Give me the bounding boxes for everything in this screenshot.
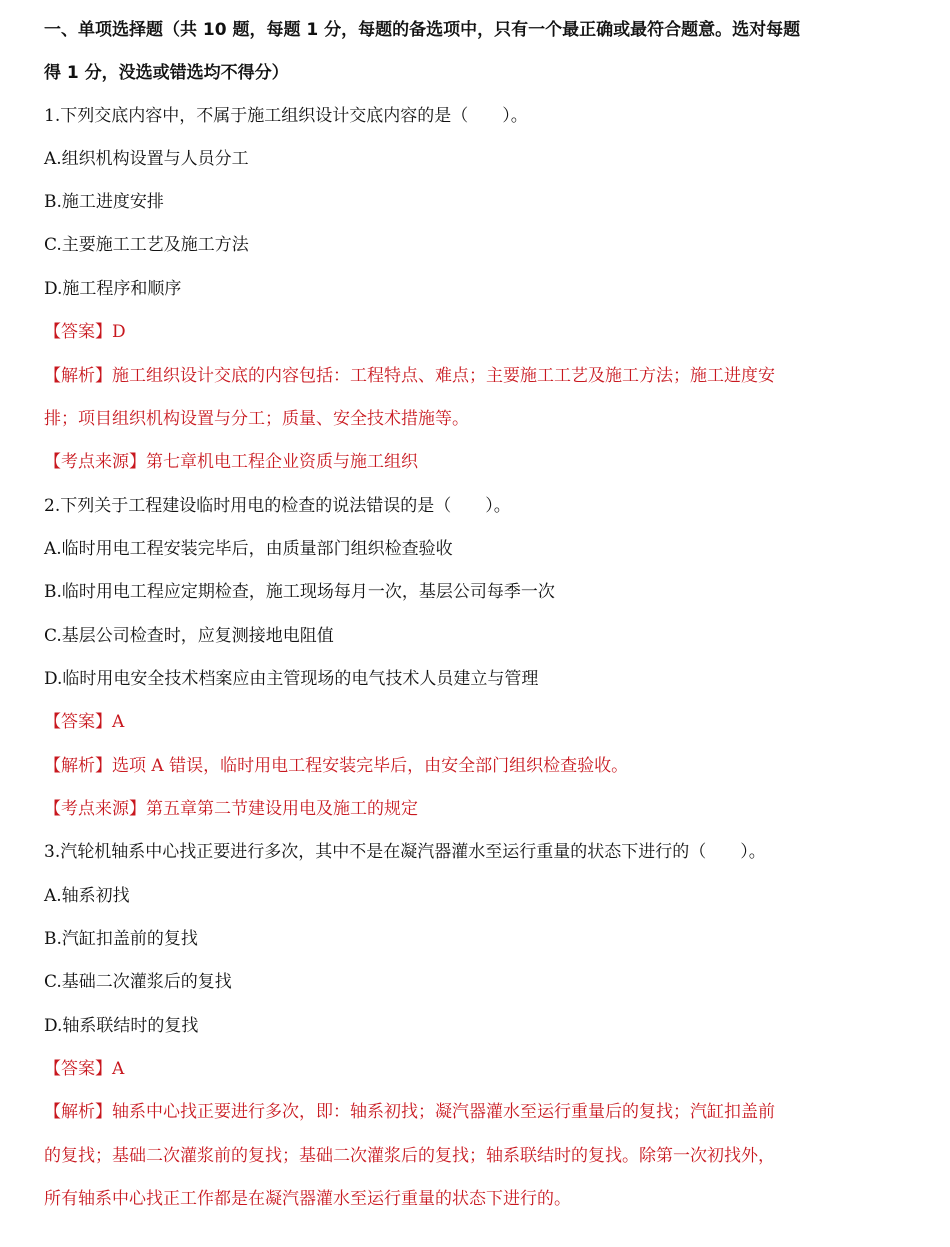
analysis-text: 轴系中心找正要进行多次，即：轴系初找；凝汽器灌水至运行重量后的复找；汽缸扣盖前: [112, 1102, 775, 1122]
question-1-analysis-line-1: [44, 364, 775, 388]
analysis-text: 选项 A 错误，临时用电工程安装完毕后，由安全部门组织检查验收。: [112, 756, 629, 776]
answer-label: 【答案】: [44, 712, 112, 732]
question-3-stem: 3.汽轮机轴系中心找正要进行多次，其中不是在凝汽器灌水至运行重量的状态下进行的（ ）。: [44, 842, 766, 862]
question-1-stem: 1.下列交底内容中，不属于施工组织设计交底内容的是（ ）。: [44, 106, 528, 126]
question-3-analysis-line-1: [44, 1100, 775, 1124]
source-label: 【考点来源】: [44, 452, 146, 472]
analysis-text: 施工组织设计交底的内容包括：工程特点、难点；主要施工工艺及施工方法；施工进度安: [112, 366, 775, 386]
section-title-line-1: 一、单项选择题（共 10 题，每题 1 分，每题的备选项中，只有一个最正确或最符合题意。选对每题: [44, 20, 801, 40]
question-1-option-d: D.施工程序和顺序: [44, 279, 182, 299]
question-3-option-a: A.轴系初找: [44, 886, 130, 906]
answer-value: A: [112, 1059, 125, 1079]
answer-value: A: [112, 712, 125, 732]
question-2-option-a: A.临时用电工程安装完毕后，由质量部门组织检查验收: [44, 539, 453, 559]
question-2-answer: [44, 710, 124, 734]
question-3-option-c: C.基础二次灌浆后的复找: [44, 972, 232, 992]
question-3-option-d: D.轴系联结时的复找: [44, 1016, 199, 1036]
question-1-option-b: B.施工进度安排: [44, 192, 164, 212]
source-text: 第五章第二节建设用电及施工的规定: [146, 799, 418, 819]
question-1-analysis-line-2: 排；项目组织机构设置与分工；质量、安全技术措施等。: [44, 409, 469, 429]
question-3-answer: [44, 1057, 124, 1081]
question-1-option-c: C.主要施工工艺及施工方法: [44, 235, 249, 255]
question-1-answer: [44, 320, 126, 344]
question-2-option-c: C.基层公司检查时，应复测接地电阻值: [44, 626, 334, 646]
answer-value: D: [112, 322, 126, 342]
answer-label: 【答案】: [44, 1059, 112, 1079]
source-label: 【考点来源】: [44, 799, 146, 819]
analysis-label: 【解析】: [44, 1102, 112, 1122]
question-2-source: [44, 797, 418, 821]
question-3-analysis-line-3: 所有轴系中心找正工作都是在凝汽器灌水至运行重量的状态下进行的。: [44, 1189, 571, 1209]
section-title-line-2: 得 1 分，没选或错选均不得分）: [44, 63, 289, 83]
answer-label: 【答案】: [44, 322, 112, 342]
question-3-option-b: B.汽缸扣盖前的复找: [44, 929, 198, 949]
question-1-option-a: A.组织机构设置与人员分工: [44, 149, 249, 169]
question-1-source: [44, 450, 418, 474]
question-2-option-d: D.临时用电安全技术档案应由主管现场的电气技术人员建立与管理: [44, 669, 539, 689]
analysis-label: 【解析】: [44, 756, 112, 776]
question-3-analysis-line-2: 的复找；基础二次灌浆前的复找；基础二次灌浆后的复找；轴系联结时的复找。除第一次初找外，: [44, 1146, 775, 1166]
question-2-analysis-line-1: [44, 754, 628, 778]
question-2-stem: 2.下列关于工程建设临时用电的检查的说法错误的是（ ）。: [44, 496, 511, 516]
source-text: 第七章机电工程企业资质与施工组织: [146, 452, 418, 472]
analysis-label: 【解析】: [44, 366, 112, 386]
question-2-option-b: B.临时用电工程应定期检查，施工现场每月一次，基层公司每季一次: [44, 582, 555, 602]
